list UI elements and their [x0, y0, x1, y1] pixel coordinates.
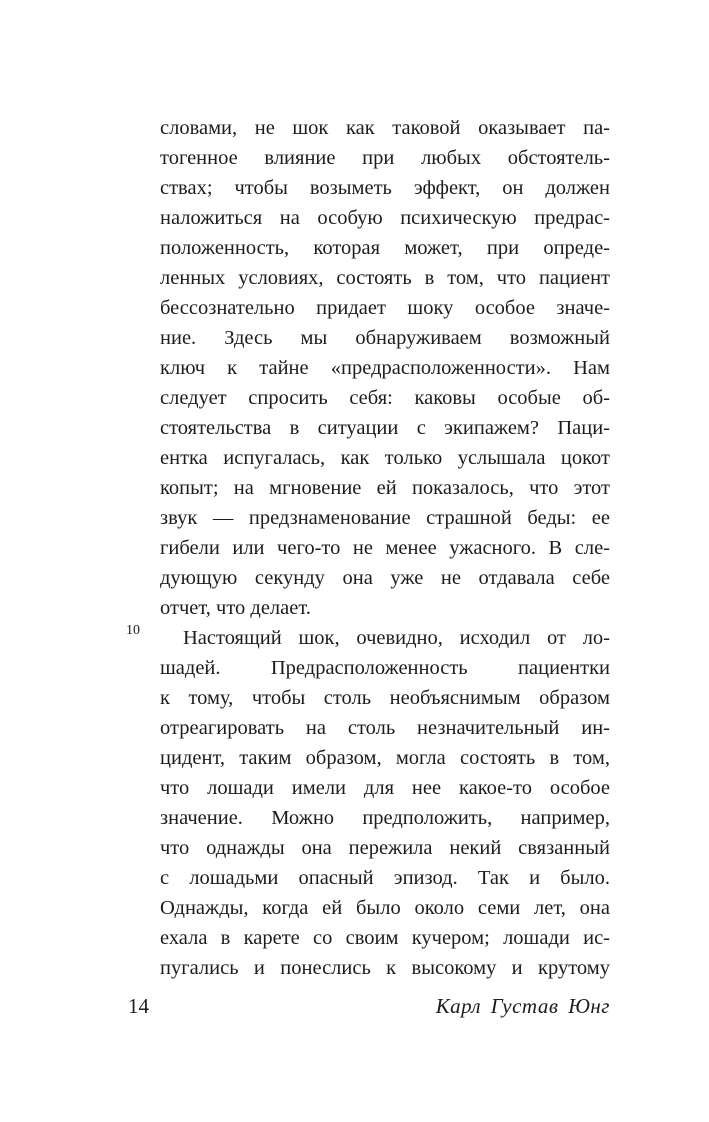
text-line: бессознательно придает шоку особое значе-: [160, 297, 610, 319]
text-line: положенность, которая может, при опреде-: [160, 237, 610, 259]
text-line: ленных условиях, состоять в том, что пациент: [160, 267, 610, 289]
text-line: ствах; чтобы возыметь эффект, он должен: [160, 177, 610, 199]
text-line: наложиться на особую психическую предрас-: [160, 207, 610, 229]
text-line: Настоящий шок, очевидно, исходил от ло-: [183, 627, 610, 649]
text-line: тогенное влияние при любых обстоятель-: [160, 147, 610, 169]
page-footer: [128, 991, 610, 1021]
text-line: ехала в карете со своим кучером; лошади ис-: [160, 927, 610, 949]
text-line: с лошадьми опасный эпизод. Так и было.: [160, 867, 610, 889]
text-line: цидент, таким образом, могла состоять в том,: [160, 747, 610, 769]
text-line: копыт; на мгновение ей показалось, что этот: [160, 477, 610, 499]
text-line: шадей. Предрасположенность пациентки: [160, 657, 610, 679]
text-line: что лошади имели для нее какое-то особое: [160, 777, 610, 799]
text-line: отреагировать на столь незначительный ин-: [160, 717, 610, 739]
text-line: стоятельства в ситуации с экипажем? Паци-: [160, 417, 610, 439]
text-line: ние. Здесь мы обнаруживаем возможный: [160, 327, 610, 349]
text-line: к тому, чтобы столь необъяснимым образом: [160, 687, 610, 709]
text-line: отчет, что делает.: [160, 597, 311, 619]
text-line: значение. Можно предположить, например,: [160, 807, 610, 829]
text-line: звук — предзнаменование страшной беды: ее: [160, 507, 610, 529]
paragraph-2: [160, 623, 610, 983]
text-line: гибели или чего-то не менее ужасного. В сле-: [160, 537, 610, 559]
text-line: что однажды она пережила некий связанный: [160, 837, 610, 859]
paragraph-number: 10: [126, 623, 140, 638]
body-text: [160, 113, 610, 983]
text-line: пугались и понеслись к высокому и крутому: [160, 957, 610, 979]
text-line: словами, не шок как таковой оказывает па-: [160, 117, 610, 139]
paragraph-1: [160, 113, 610, 623]
text-line: ключ к тайне «предрасположенности». Нам: [160, 357, 610, 379]
running-author: Карл Густав Юнг: [435, 994, 610, 1018]
page-number: 14: [128, 994, 149, 1018]
text-line: Однажды, когда ей было около семи лет, она: [160, 897, 610, 919]
text-line: дующую секунду она уже не отдавала себе: [160, 567, 610, 589]
text-line: ентка испугалась, как только услышала цокот: [160, 447, 610, 469]
text-line: следует спросить себя: каковы особые об-: [160, 387, 610, 409]
